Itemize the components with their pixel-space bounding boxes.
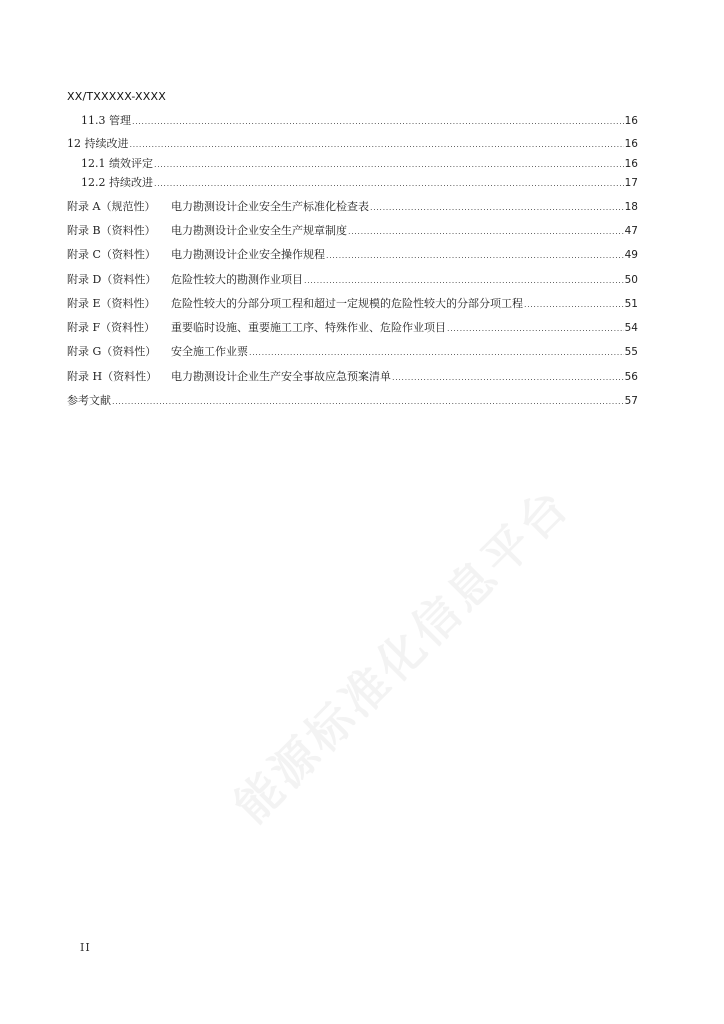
toc-entry-references[interactable] xyxy=(67,395,638,408)
appendix-id: 附录 C（资料性） xyxy=(67,248,156,261)
toc-leader-dots xyxy=(112,396,624,408)
toc-entry-label: 12 持续改进 xyxy=(67,137,129,150)
appendix-title: 电力勘测设计企业安全生产标准化检查表 xyxy=(171,200,369,213)
toc-entry-appendix-d[interactable] xyxy=(67,274,638,287)
toc-entry-12[interactable] xyxy=(67,138,638,151)
appendix-id: 附录 G（资料性） xyxy=(67,345,157,358)
toc-page-number: 57 xyxy=(624,395,638,407)
appendix-id: 附录 E（资料性） xyxy=(67,297,156,310)
toc-page-number: 50 xyxy=(624,274,638,286)
toc-entry-label: 12.1 绩效评定 xyxy=(81,157,153,170)
toc-entry-appendix-c[interactable] xyxy=(67,249,638,262)
document-code: XX/TXXXXX-XXXX xyxy=(67,90,166,103)
toc-page-number: 49 xyxy=(624,249,638,261)
toc-page-number: 18 xyxy=(624,201,638,213)
appendix-title: 重要临时设施、重要施工工序、特殊作业、危险作业项目 xyxy=(171,321,446,334)
toc-page-number: 47 xyxy=(624,225,638,237)
toc-leader-dots xyxy=(392,372,624,384)
toc-entry-appendix-h[interactable] xyxy=(67,371,638,384)
toc-page-number: 56 xyxy=(624,371,638,383)
toc-leader-dots xyxy=(524,299,624,311)
toc-entry-label: 参考文献 xyxy=(67,394,111,407)
toc-leader-dots xyxy=(132,116,624,128)
appendix-title: 电力勘测设计企业安全操作规程 xyxy=(171,248,325,261)
appendix-id: 附录 F（资料性） xyxy=(67,321,156,334)
appendix-title: 电力勘测设计企业安全生产规章制度 xyxy=(171,224,347,237)
toc-leader-dots xyxy=(154,159,624,171)
appendix-id: 附录 B（资料性） xyxy=(67,224,156,237)
toc-entry-appendix-g[interactable] xyxy=(67,346,638,359)
toc-page-number: 16 xyxy=(624,158,638,170)
toc-leader-dots xyxy=(370,202,624,214)
appendix-id: 附录 H（资料性） xyxy=(67,370,158,383)
toc-leader-dots xyxy=(130,139,624,151)
toc-leader-dots xyxy=(249,347,624,359)
toc-entry-12-1[interactable] xyxy=(67,158,638,171)
appendix-title: 危险性较大的分部分项工程和超过一定规模的危险性较大的分部分项工程 xyxy=(171,297,523,310)
appendix-id: 附录 A（规范性） xyxy=(67,200,156,213)
watermark: 能源标准化信息平台 xyxy=(223,476,581,834)
toc-entry-appendix-a[interactable] xyxy=(67,201,638,214)
toc-page-number: 54 xyxy=(624,322,638,334)
toc-entry-label: 11.3 管理 xyxy=(81,114,131,127)
page-number-footer: II xyxy=(80,941,91,954)
appendix-title: 安全施工作业票 xyxy=(171,345,248,358)
toc-leader-dots xyxy=(447,323,624,335)
toc-entry-11-3[interactable] xyxy=(67,115,638,128)
toc-entry-label: 12.2 持续改进 xyxy=(81,176,153,189)
toc-leader-dots xyxy=(348,226,624,238)
toc-entry-appendix-b[interactable] xyxy=(67,225,638,238)
toc-page-number: 17 xyxy=(624,177,638,189)
toc-entry-appendix-f[interactable] xyxy=(67,322,638,335)
toc-page-number: 16 xyxy=(624,138,638,150)
toc-leader-dots xyxy=(326,250,624,262)
appendix-id: 附录 D（资料性） xyxy=(67,273,157,286)
toc-entry-appendix-e[interactable] xyxy=(67,298,638,311)
toc-entry-12-2[interactable] xyxy=(67,177,638,190)
toc-page-number: 51 xyxy=(624,298,638,310)
toc-leader-dots xyxy=(154,178,624,190)
appendix-title: 危险性较大的勘测作业项目 xyxy=(171,273,303,286)
appendix-title: 电力勘测设计企业生产安全事故应急预案清单 xyxy=(171,370,391,383)
toc-page-number: 16 xyxy=(624,115,638,127)
toc-page-number: 55 xyxy=(624,346,638,358)
toc-leader-dots xyxy=(304,275,624,287)
